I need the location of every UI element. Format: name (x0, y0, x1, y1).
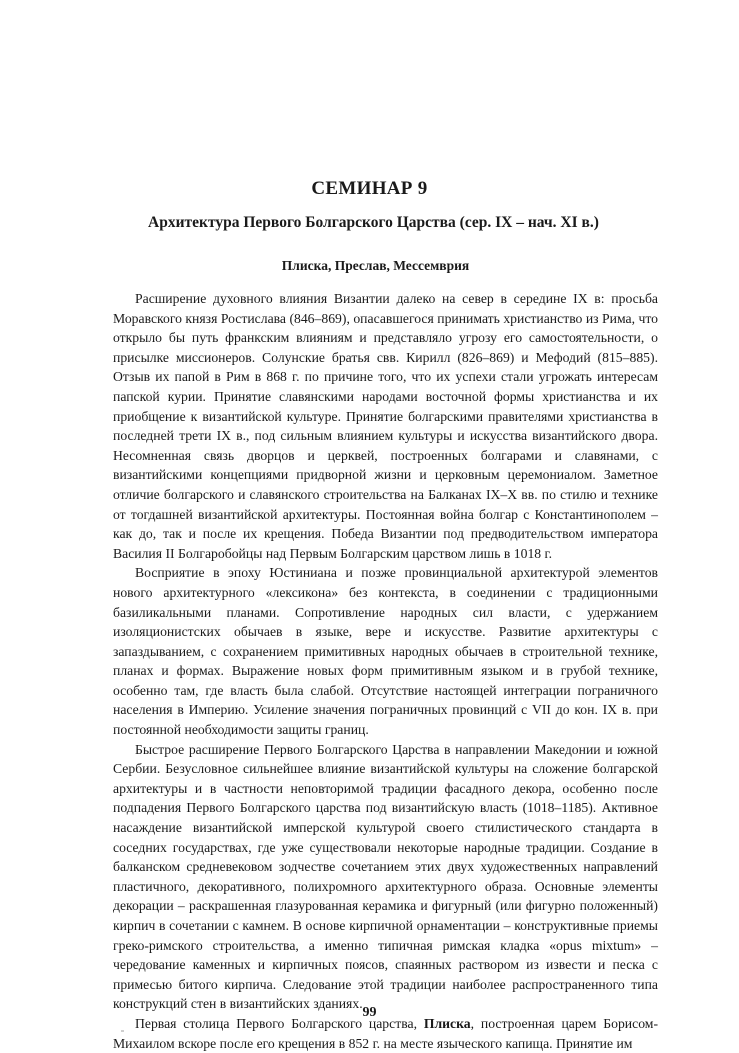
paragraph-2: Восприятие в эпоху Юстиниана и позже провинциальной архитектурой элементов нового архитектурного «лексикона» без контекста, в соединении с традиционными базиликальными планами. Сопротивление народных сил власти, с удержанием изоляционистских обычаев в языке, вере и искусстве. Развитие архитектуры с запаздыванием, с сохранением примитивных народных обычаев в строительной технике, планах и формах. Выражение новых форм примитивным языком и в грубой технике, особенно там, где власть была слабой. Отсутствие настоящей интеграции пограничного населения в Империю. Усиление значения пограничных провинций с VII до кон. IX в. при постоянной необходимости защиты границ. (113, 565, 658, 738)
paragraph-4-start: Первая столица Первого Болгарского царства, (135, 1015, 424, 1031)
places-subheading: Плиска, Преслав, Мессемврия (281, 258, 470, 273)
seminar-title: СЕМИНАР 9 (311, 178, 428, 199)
chapter-subtitle: Архитектура Первого Болгарского Царства (сер. IX – нач. XI в.) (148, 214, 599, 231)
pliska-term: Плиска (423, 1015, 471, 1031)
paragraph-4-end: , построенная царем Борисом-Михаилом вскоре после его крещения в 852 г. на месте языческого капища. Принятие им (113, 1015, 659, 1051)
paragraph-1: Расширение духовного влияния Византии далеко на север в середине IX в: просьба Моравского князя Ростислава (846–869), опасавшегося принимать христианство из Рима, что открыло бы путь франкским влияниям и представляло угрозу его самостоятельности, о присылке миссионеров. Солунские братья свв. Кирилл (826–869) и Мефодий (815–885). Отзыв их папой в Рим в 868 г. по причине того, что их успехи стали угрожать интересам папской курии. Принятие славянскими народами восточной формы христианства и их приобщение к византийской культуре. Принятие болгарскими правителями христианства в последней трети IX в., под сильным влиянием культуры и искусства византийского двора. Несомненная связь дворцов и церквей, построенных болгарами и славянами, с византийскими концепциями придворной жизни и церковным церемониалом. Заметное отличие болгарского и славянского строительства на Балканах IX–X вв. по стилю и технике от тогдашней византийской архитектуры. Постоянная война болгар с Константинополем – как до, так и после их крещения. Победа Византии под предводительством императора Василия II Болгаробойцы над Первым Болгарским царством лишь в 1018 г. (113, 291, 658, 561)
page-number: 99 (362, 1005, 377, 1020)
body-text (113, 289, 658, 1053)
scan-speck (121, 1030, 124, 1032)
paragraph-3: Быстрое расширение Первого Болгарского Царства в направлении Македонии и южной Сербии. Безусловное сильнейшее влияние византийской культуры на сложение болгарской архитектуры и в частности неповторимой традиции фасадного декора, особенно после подпадения Первого Болгарского царства под византийскую власть (1018–1185). Активное насаждение византийской имперской культурой своего стилистического стандарта в соседних государствах, где уже существовали некоторые народные традиции. Создание в балканском средневековом зодчестве сочетанием этих двух художественных направлений пластичного, декоративного, полихромного архитектурного образа. Основные элементы декорации – раскрашенная глазурованная керамика и фигурный (или фигурно положенный) кирпич в сочетании с камнем. В основе кирпичной орнаментации – конструктивные приемы греко-римского строительства, а именно типичная римская кладка «opus mixtum» – чередование каменных и кирпичных поясов, спаянных раствором из извести и песка с примесью битого кирпича. Следование этой традиции наиболее распространенного типа конструкций стен в византийских зданиях. (113, 741, 658, 1012)
